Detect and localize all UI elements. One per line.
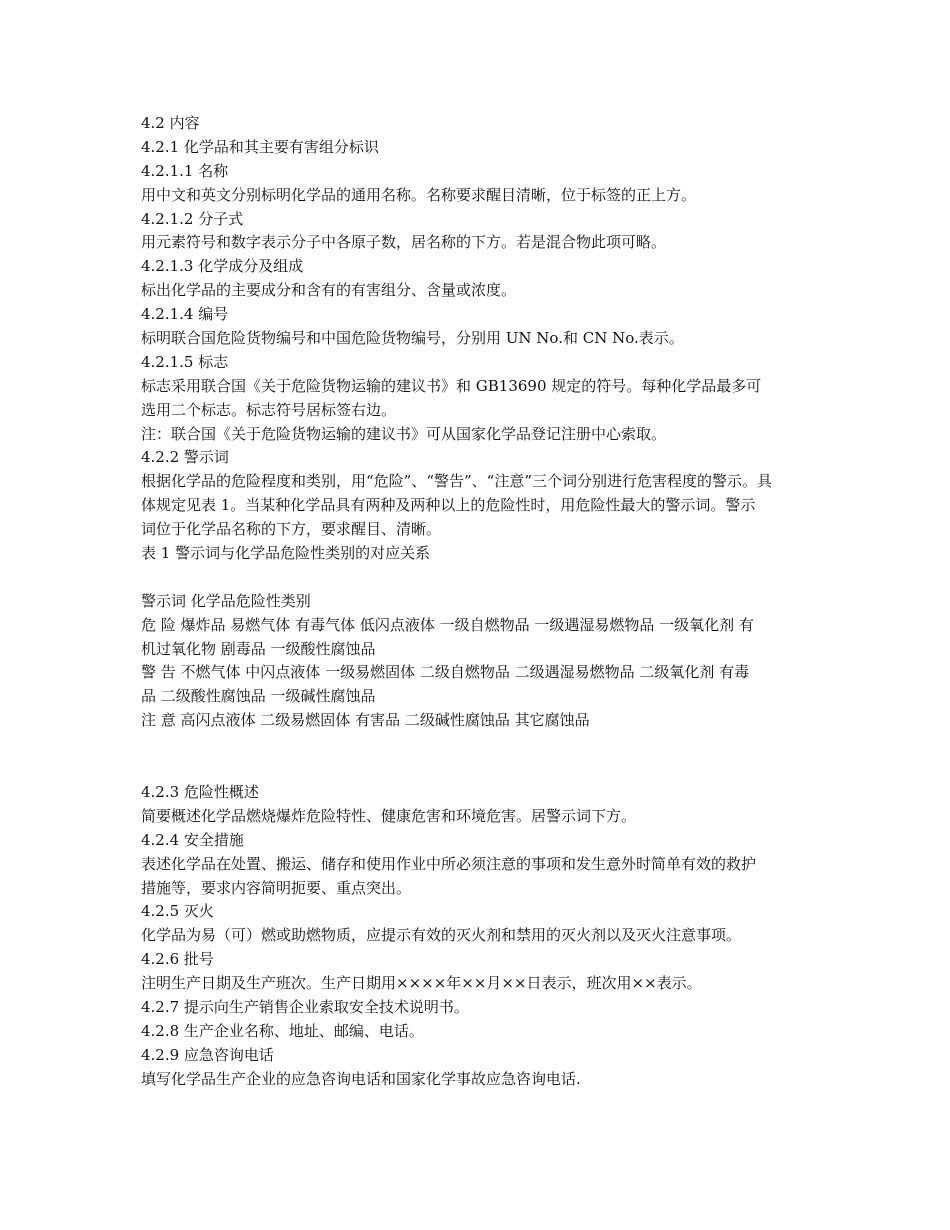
paragraph-line: 填写化学品生产企业的应急咨询电话和国家化学事故应急咨询电话. [141,1069,581,1088]
table-caption: 表 1 警示词与化学品危险性类别的对应关系 [141,544,431,563]
section-heading: 4.2.8 生产企业名称、地址、邮编、电话。 [141,1021,424,1040]
table-row: 警 告 不燃气体 中闪点液体 一级易燃固体 二级自燃物品 二级遇湿易燃物品 二级氧化剂 有毒 [141,663,750,682]
section-heading: 4.2.6 批号 [141,950,214,969]
table-row: 注 意 高闪点液体 二级易燃固体 有害品 二级碱性腐蚀品 其它腐蚀品 [141,711,590,730]
section-heading: 4.2.1.3 化学成分及组成 [141,257,304,276]
section-heading: 4.2.3 危险性概述 [141,782,259,801]
section-heading: 4.2.1.4 编号 [141,305,229,324]
paragraph-line: 标明联合国危险货物编号和中国危险货物编号，分别用 UN No.和 CN No.表示。 [141,329,684,348]
spacer [141,566,821,590]
section-heading: 4.2.9 应急咨询电话 [141,1045,274,1064]
paragraph-line: 措施等，要求内容简明扼要、重点突出。 [141,878,412,897]
section-heading: 4.2.1 化学品和其主要有害组分标识 [141,137,379,156]
section-heading: 4.2.5 灭火 [141,902,214,921]
paragraph-line: 用中文和英文分别标明化学品的通用名称。名称要求醒目清晰，位于标签的正上方。 [141,185,697,204]
paragraph-line: 用元素符号和数字表示分子中各原子数，居名称的下方。若是混合物此项可略。 [141,233,667,252]
table-row: 品 二级酸性腐蚀品 一级碱性腐蚀品 [141,687,376,706]
note-line: 注：联合国《关于危险货物运输的建议书》可从国家化学品登记注册中心索取。 [141,424,667,443]
section-heading: 4.2.1.2 分子式 [141,209,244,228]
section-heading: 4.2.4 安全措施 [141,830,244,849]
paragraph-line: 标出化学品的主要成分和含有的有害组分、含量或浓度。 [141,281,517,300]
section-heading: 4.2.7 提示向生产销售企业索取安全技术说明书。 [141,997,469,1016]
paragraph-line: 简要概述化学品燃烧爆炸危险特性、健康危害和环境危害。居警示词下方。 [141,806,637,825]
table-row: 危 险 爆炸品 易燃气体 有毒气体 低闪点液体 一级自燃物品 一级遇湿易燃物品 一级氧化剂 有 [141,615,754,634]
spacer [141,733,821,781]
paragraph-line: 表述化学品在处置、搬运、储存和使用作业中所必须注意的事项和发生意外时简单有效的救护 [141,854,757,873]
paragraph-line: 根据化学品的危险程度和类别，用“危险”、“警告”、“注意”三个词分别进行危害程度的警示。具 [141,472,773,491]
paragraph-line: 词位于化学品名称的下方，要求醒目、清晰。 [141,520,442,539]
paragraph-line: 标志采用联合国《关于危险货物运输的建议书》和 GB13690 规定的符号。每种化学品最多可 [141,376,762,395]
paragraph-line: 体规定见表 1。当某种化学品具有两种及两种以上的危险性时，用危险性最大的警示词。警示 [141,496,756,515]
section-heading: 4.2.2 警示词 [141,448,229,467]
table-row: 机过氧化物 剧毒品 一级酸性腐蚀品 [141,639,376,658]
section-heading: 4.2.1.5 标志 [141,352,229,371]
section-heading: 4.2 内容 [141,114,200,132]
paragraph-line: 化学品为易（可）燃或助燃物质，应提示有效的灭火剂和禁用的灭火剂以及灭火注意事项。 [141,926,742,945]
document-body [141,112,821,1092]
paragraph-line: 注明生产日期及生产班次。生产日期用××××年××月××日表示，班次用××表示。 [141,974,702,993]
section-heading: 4.2.1.1 名称 [141,161,229,180]
paragraph-line: 选用二个标志。标志符号居标签右边。 [141,400,397,419]
table-header: 警示词 化学品危险性类别 [141,591,311,610]
